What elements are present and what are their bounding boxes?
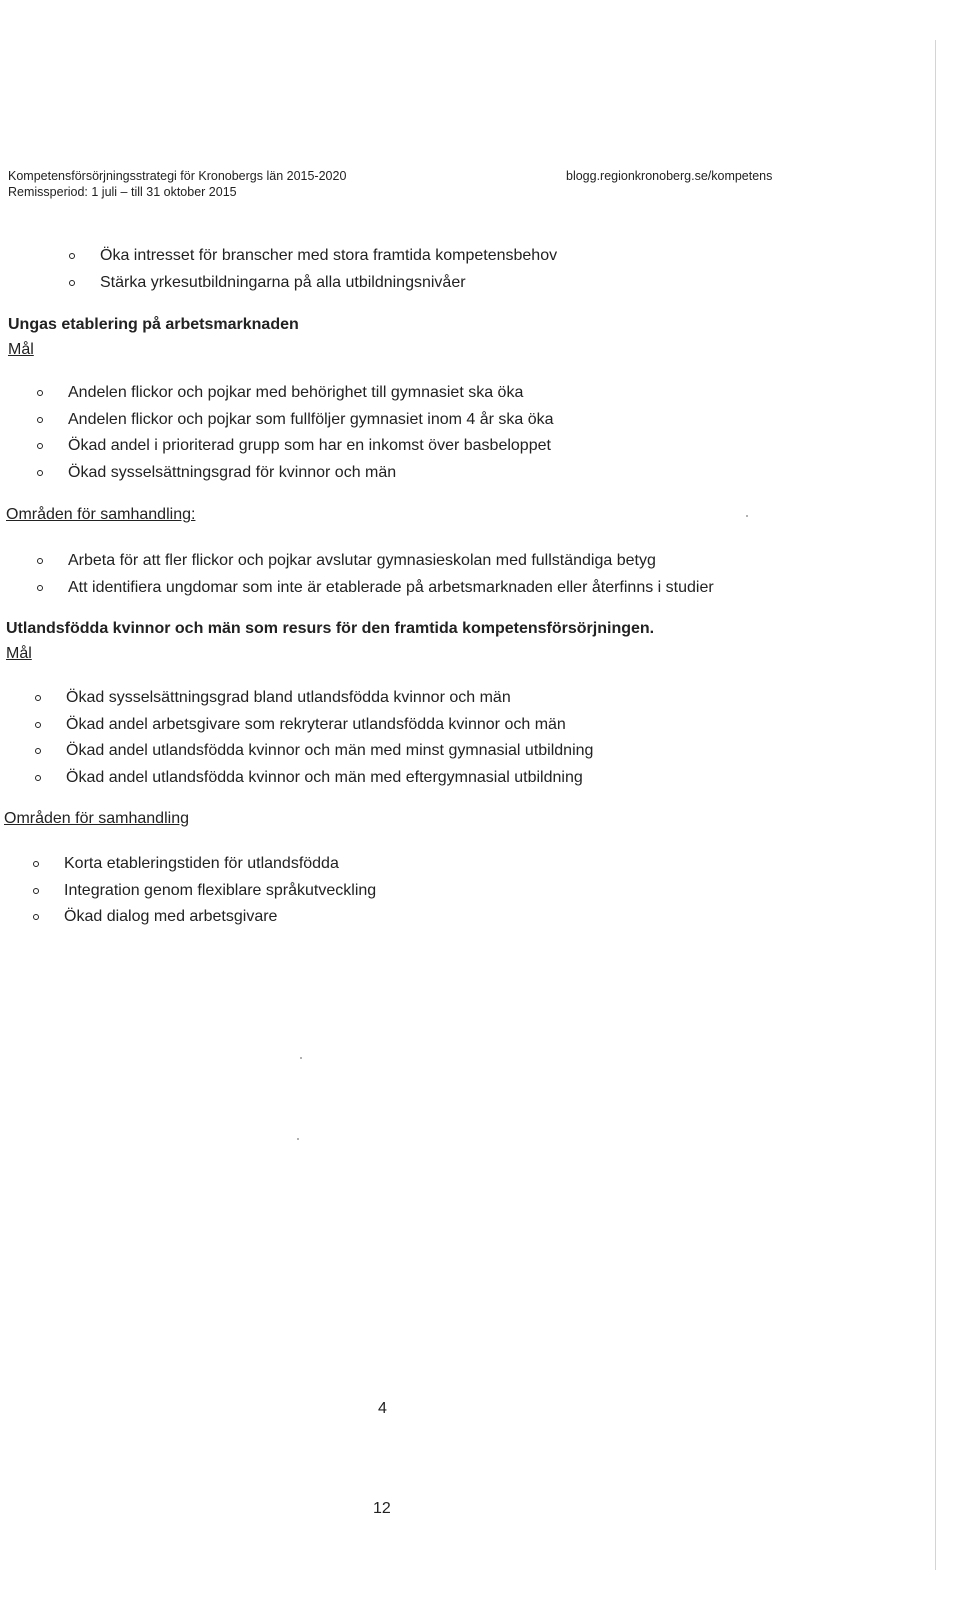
bullet-icon bbox=[33, 888, 39, 894]
scan-speck bbox=[297, 1138, 299, 1140]
list-item: Ökad sysselsättningsgrad för kvinnor och män bbox=[68, 460, 554, 487]
scan-speck bbox=[300, 1057, 302, 1059]
bullet-icon bbox=[33, 861, 39, 867]
list-item: Öka intresset för branscher med stora framtida kompetensbehov bbox=[100, 243, 557, 270]
scan-speck bbox=[746, 515, 748, 517]
list-item: Ökad andel arbetsgivare som rekryterar utlandsfödda kvinnor och män bbox=[66, 712, 593, 739]
top-bullet-list bbox=[100, 243, 557, 296]
bullet-icon bbox=[37, 470, 43, 476]
goals-label: Mål bbox=[6, 645, 32, 662]
inner-page-number: 4 bbox=[378, 1400, 387, 1417]
list-item: Stärka yrkesutbildningarna på alla utbildningsnivåer bbox=[100, 270, 557, 297]
bullet-icon bbox=[37, 443, 43, 449]
list-item: Integration genom flexiblare språkutveckling bbox=[64, 878, 376, 905]
remiss-period: Remissperiod: 1 juli – till 31 oktober 2015 bbox=[8, 185, 237, 199]
list-item: Ökad sysselsättningsgrad bland utlandsfödda kvinnor och män bbox=[66, 685, 593, 712]
goals-label: Mål bbox=[8, 341, 34, 358]
bullet-icon bbox=[37, 390, 43, 396]
bullet-icon bbox=[33, 914, 39, 920]
bullet-icon bbox=[37, 417, 43, 423]
outer-page-number: 12 bbox=[373, 1500, 391, 1517]
list-item: Ökad andel i prioriterad grupp som har en inkomst över basbeloppet bbox=[68, 433, 554, 460]
bullet-icon bbox=[35, 695, 41, 701]
areas-list bbox=[64, 851, 376, 931]
areas-list bbox=[68, 548, 714, 601]
list-item: Ökad dialog med arbetsgivare bbox=[64, 904, 376, 931]
areas-label: Områden för samhandling: bbox=[6, 506, 196, 523]
goals-list bbox=[68, 380, 554, 486]
bullet-icon bbox=[35, 722, 41, 728]
list-item: Ökad andel utlandsfödda kvinnor och män med minst gymnasial utbildning bbox=[66, 738, 593, 765]
document-header-left bbox=[8, 168, 346, 200]
bullet-icon bbox=[37, 558, 43, 564]
bullet-icon bbox=[69, 280, 75, 286]
section-heading-youth: Ungas etablering på arbetsmarknaden bbox=[8, 316, 299, 333]
list-item: Andelen flickor och pojkar som fullföljer gymnasiet inom 4 år ska öka bbox=[68, 407, 554, 434]
bullet-icon bbox=[69, 253, 75, 259]
list-item: Ökad andel utlandsfödda kvinnor och män med eftergymnasial utbildning bbox=[66, 765, 593, 792]
bullet-icon bbox=[35, 775, 41, 781]
bullet-icon bbox=[35, 748, 41, 754]
goals-list bbox=[66, 685, 593, 791]
document-title: Kompetensförsörjningsstrategi för Kronobergs län 2015-2020 bbox=[8, 169, 347, 183]
list-item: Korta etableringstiden för utlandsfödda bbox=[64, 851, 376, 878]
section-heading-foreign-born: Utlandsfödda kvinnor och män som resurs för den framtida kompetensförsörjningen. bbox=[6, 620, 655, 637]
list-item: Arbeta för att fler flickor och pojkar avslutar gymnasieskolan med fullständiga betyg bbox=[68, 548, 714, 575]
blog-url[interactable]: blogg.regionkronoberg.se/kompetens bbox=[566, 169, 773, 183]
list-item: Andelen flickor och pojkar med behörighet till gymnasiet ska öka bbox=[68, 380, 554, 407]
areas-label: Områden för samhandling bbox=[4, 810, 189, 827]
scan-margin-line bbox=[935, 40, 936, 1570]
list-item: Att identifiera ungdomar som inte är etablerade på arbetsmarknaden eller återfinns i studier bbox=[68, 575, 714, 602]
bullet-icon bbox=[37, 585, 43, 591]
